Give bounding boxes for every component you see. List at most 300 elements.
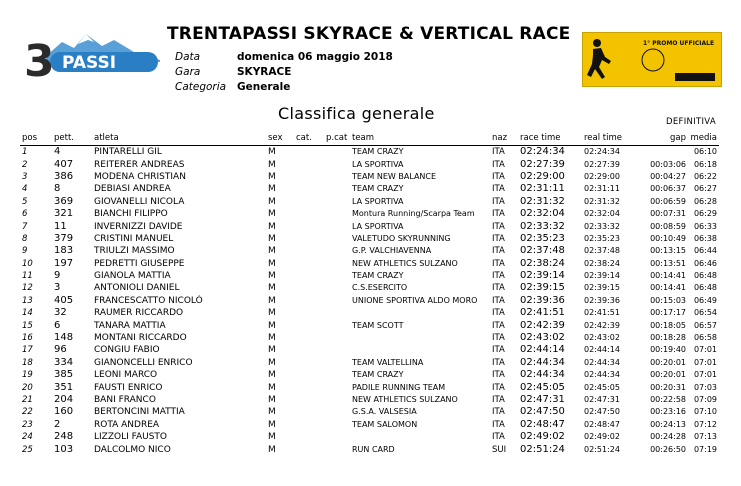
cell-real-time: 02:44:34: [584, 357, 620, 367]
cell-naz: ITA: [492, 209, 505, 220]
results-body: [20, 146, 719, 456]
table-row: [20, 196, 719, 208]
cell-gap: 00:06:59: [650, 196, 686, 206]
table-row: [20, 394, 719, 406]
table-row: [20, 282, 719, 294]
cell-pos: 20: [22, 382, 33, 393]
cell-pett: 160: [54, 406, 74, 418]
cell-team: TEAM CRAZY: [352, 147, 404, 157]
cell-race-time: 02:47:50: [520, 406, 565, 418]
cell-pcat: [324, 332, 350, 344]
cell-sex: M: [268, 271, 276, 282]
cell-pos: 25: [22, 444, 33, 455]
cell-media: 06:48: [693, 283, 717, 293]
cell-gap: 00:24:28: [650, 432, 686, 442]
cell-race-time: 02:42:39: [520, 319, 565, 331]
cell-race-time: 02:41:51: [520, 307, 565, 319]
cell-race-time: 02:29:00: [520, 170, 565, 182]
cell-race-time: 02:31:32: [520, 195, 565, 207]
cell-team: G.P. VALCHIAVENNA: [352, 246, 432, 256]
cell-race-time: 02:43:02: [520, 332, 565, 344]
cell-atleta: FRANCESCATTO NICOLÒ: [94, 295, 203, 306]
cell-pos: 10: [22, 258, 33, 269]
table-row: [20, 357, 719, 369]
col-cat: cat.: [294, 131, 324, 146]
cell-naz: ITA: [492, 221, 505, 232]
cell-gap: 00:18:28: [650, 333, 686, 343]
cell-real-time: 02:48:47: [584, 419, 620, 429]
mountain-logo-icon: [22, 30, 160, 80]
cell-gap: 00:06:37: [650, 184, 686, 194]
cell-pcat: [324, 270, 350, 282]
cell-team: C.S.ESERCITO: [352, 283, 408, 293]
cell-cat: [294, 307, 324, 319]
cell-pos: 4: [22, 184, 28, 195]
cell-media: 06:18: [693, 159, 717, 169]
col-pett: pett.: [52, 131, 92, 146]
cell-pett: 386: [54, 170, 74, 182]
event-meta: [175, 50, 393, 95]
cell-gap: 00:04:27: [650, 171, 686, 181]
cell-sex: M: [268, 395, 276, 405]
cell-atleta: TRIULZI MASSIMO: [94, 246, 175, 257]
cell-race-time: 02:44:14: [520, 344, 565, 356]
cell-gap: 00:10:49: [650, 233, 686, 243]
cell-media: 07:01: [693, 357, 717, 367]
cell-cat: [294, 245, 324, 257]
cell-atleta: BIANCHI FILIPPO: [94, 209, 168, 220]
meta-value: SKYRACE: [237, 66, 292, 78]
cell-sex: M: [268, 444, 276, 455]
cell-atleta: ANTONIOLI DANIEL: [94, 283, 180, 294]
cell-race-time: 02:49:02: [520, 431, 565, 443]
table-row: [20, 431, 719, 443]
cell-team: [350, 332, 490, 344]
cell-atleta: GIANONCELLI ENRICO: [94, 357, 193, 368]
sponsor-banner: [582, 32, 722, 87]
cell-race-time: 02:44:34: [520, 356, 565, 368]
cell-media: 06:33: [693, 221, 717, 231]
cell-atleta: MONTANI RICCARDO: [94, 333, 187, 344]
cell-pett: 334: [54, 356, 74, 368]
col-sex: sex: [266, 131, 294, 146]
cell-real-time: 02:38:24: [584, 258, 620, 268]
cell-real-time: 02:29:00: [584, 171, 620, 181]
cell-pos: 9: [22, 246, 28, 257]
cell-team: UNIONE SPORTIVA ALDO MORO: [352, 295, 478, 305]
cell-naz: ITA: [492, 345, 505, 356]
cell-race-time: 02:31:11: [520, 183, 565, 195]
col-pos: pos: [20, 131, 52, 146]
cell-team: Montura Running/Scarpa Team: [352, 209, 475, 219]
cell-real-time: 02:43:02: [584, 333, 620, 343]
cell-sex: M: [268, 233, 276, 244]
cell-naz: ITA: [492, 159, 505, 170]
cell-media: 06:29: [693, 209, 717, 219]
cell-pcat: [324, 319, 350, 331]
cell-cat: [294, 406, 324, 418]
cell-atleta: RAUMER RICCARDO: [94, 308, 184, 319]
cell-pos: 5: [22, 196, 28, 207]
cell-team: G.S.A. VALSESIA: [352, 407, 417, 417]
cell-cat: [294, 394, 324, 406]
cell-sex: M: [268, 184, 276, 195]
cell-gap: 00:14:41: [650, 283, 686, 293]
cell-media: 06:57: [693, 320, 717, 330]
cell-media: 06:44: [693, 246, 717, 256]
cell-pett: 407: [54, 158, 74, 170]
cell-team: [350, 431, 490, 443]
table-row: [20, 270, 719, 282]
cell-race-time: 02:51:24: [520, 443, 565, 455]
cell-pcat: [324, 406, 350, 418]
cell-pcat: [324, 158, 350, 170]
cell-real-time: 02:47:50: [584, 407, 620, 417]
cell-pcat: [324, 419, 350, 431]
cell-cat: [294, 332, 324, 344]
cell-pett: 385: [54, 369, 74, 381]
cell-pett: 6: [54, 319, 61, 331]
cell-sex: M: [268, 407, 276, 418]
meta-value: domenica 06 maggio 2018: [237, 51, 393, 63]
cell-pett: 11: [54, 220, 67, 232]
cell-pos: 22: [22, 407, 33, 418]
table-row: [20, 295, 719, 307]
cell-naz: ITA: [492, 308, 505, 319]
cell-naz: ITA: [492, 171, 505, 182]
cell-cat: [294, 357, 324, 369]
cell-sex: M: [268, 419, 276, 430]
cell-atleta: FAUSTI ENRICO: [94, 382, 163, 393]
cell-cat: [294, 344, 324, 356]
cell-naz: ITA: [492, 320, 505, 331]
cell-sex: M: [268, 246, 276, 257]
cell-pcat: [324, 431, 350, 443]
cell-naz: ITA: [492, 184, 505, 195]
cell-atleta: CONGIU FABIO: [94, 345, 160, 356]
cell-pcat: [324, 208, 350, 220]
cell-cat: [294, 258, 324, 270]
cell-sex: M: [268, 159, 276, 170]
cell-gap: 00:22:58: [650, 395, 686, 404]
cell-media: 06:28: [693, 196, 717, 206]
table-row: [20, 381, 719, 393]
col-gap: gap: [644, 131, 688, 146]
meta-label: Data: [175, 51, 201, 63]
cell-pcat: [324, 233, 350, 245]
cell-gap: 00:26:50: [650, 444, 686, 454]
cell-team: VALETUDO SKYRUNNING: [352, 233, 451, 243]
cell-media: 07:19: [693, 444, 717, 454]
cell-gap: 00:24:13: [650, 419, 686, 429]
table-row: [20, 258, 719, 270]
table-row: [20, 406, 719, 418]
cell-atleta: LEONI MARCO: [94, 370, 158, 381]
svg-text:3: 3: [24, 36, 55, 80]
cell-pos: 11: [22, 271, 33, 282]
cell-cat: [294, 282, 324, 294]
cell-media: 06:10: [693, 147, 717, 157]
cell-atleta: PINTARELLI GIL: [94, 147, 162, 158]
col-team: team: [350, 131, 490, 146]
cell-cat: [294, 431, 324, 443]
cell-media: 06:48: [693, 271, 717, 281]
cell-pett: 197: [54, 257, 74, 269]
cell-pcat: [324, 258, 350, 270]
cell-atleta: PEDRETTI GIUSEPPE: [94, 258, 185, 269]
table-row: [20, 146, 719, 159]
cell-pcat: [324, 394, 350, 406]
cell-real-time: 02:37:48: [584, 246, 620, 256]
cell-team: TEAM SCOTT: [352, 320, 404, 330]
meta-row-data: [175, 50, 393, 65]
cell-race-time: 02:33:32: [520, 220, 565, 232]
cell-real-time: 02:32:04: [584, 209, 620, 219]
cell-team: TEAM CRAZY: [352, 184, 404, 194]
table-row: [20, 319, 719, 331]
cell-pos: 14: [22, 308, 33, 319]
cell-sex: M: [268, 147, 276, 158]
cell-naz: ITA: [492, 432, 505, 443]
cell-media: 07:03: [693, 382, 717, 392]
col-real-time: real time: [582, 131, 644, 146]
cell-cat: [294, 158, 324, 170]
cell-cat: [294, 381, 324, 393]
cell-pcat: [324, 344, 350, 356]
cell-media: 07:12: [693, 419, 717, 429]
cell-atleta: INVERNIZZI DAVIDE: [94, 221, 183, 232]
cell-naz: ITA: [492, 382, 505, 393]
cell-sex: M: [268, 209, 276, 220]
table-row: [20, 220, 719, 232]
cell-race-time: 02:39:36: [520, 294, 565, 306]
cell-team: LA SPORTIVA: [352, 196, 404, 206]
cell-pcat: [324, 443, 350, 455]
cell-pcat: [324, 381, 350, 393]
cell-pcat: [324, 146, 350, 159]
cell-pett: 321: [54, 208, 74, 220]
cell-pett: 2: [54, 418, 61, 430]
section-title: Classifica generale: [278, 104, 435, 123]
cell-cat: [294, 233, 324, 245]
cell-atleta: ROTA ANDREA: [94, 419, 160, 430]
cell-pett: 248: [54, 431, 74, 443]
cell-pos: 8: [22, 233, 28, 244]
cell-race-time: 02:37:48: [520, 245, 565, 257]
cell-naz: ITA: [492, 233, 505, 244]
cell-pett: 204: [54, 394, 74, 405]
cell-cat: [294, 146, 324, 159]
cell-real-time: 02:42:39: [584, 320, 620, 330]
cell-cat: [294, 183, 324, 195]
col-atleta: atleta: [92, 131, 266, 146]
table-row: [20, 208, 719, 220]
cell-race-time: 02:48:47: [520, 418, 565, 430]
cell-gap: 00:13:51: [650, 258, 686, 268]
svg-text:PASSI: PASSI: [62, 53, 117, 73]
cell-real-time: 02:27:39: [584, 159, 620, 169]
cell-pos: 3: [22, 171, 28, 182]
cell-pos: 18: [22, 357, 33, 368]
cell-team: TEAM VALTELLINA: [352, 357, 424, 367]
col-naz: naz: [490, 131, 518, 146]
cell-team: [350, 344, 490, 356]
cell-race-time: 02:27:39: [520, 158, 565, 170]
cell-sex: M: [268, 382, 276, 393]
cell-naz: ITA: [492, 357, 505, 368]
cell-gap: 00:20:01: [650, 370, 686, 380]
results-table: [20, 131, 719, 456]
event-title: TRENTAPASSI SKYRACE & VERTICAL RACE: [167, 24, 571, 44]
cell-pos: 15: [22, 320, 33, 331]
cell-pos: 19: [22, 370, 33, 381]
cell-real-time: 02:39:36: [584, 295, 620, 305]
cell-pett: 183: [54, 245, 74, 257]
cell-pos: 21: [22, 395, 33, 405]
cell-team: TEAM NEW BALANCE: [352, 171, 437, 181]
cell-atleta: REITERER ANDREAS: [94, 159, 185, 170]
meta-label: Categoria: [175, 81, 227, 93]
cell-naz: ITA: [492, 196, 505, 207]
cell-sex: M: [268, 308, 276, 319]
cell-pos: 6: [22, 209, 28, 220]
status-badge: DEFINITIVA: [666, 117, 716, 127]
cell-race-time: 02:47:31: [520, 394, 565, 405]
meta-row-categoria: [175, 80, 393, 95]
cell-gap: 00:18:05: [650, 320, 686, 330]
table-row: [20, 344, 719, 356]
sponsor-text: 1° PROMO UFFICIALE: [643, 40, 715, 47]
cell-cat: [294, 220, 324, 232]
cell-pett: 4: [54, 146, 61, 158]
cell-naz: ITA: [492, 283, 505, 294]
cell-race-time: 02:45:05: [520, 381, 565, 393]
cell-pos: 16: [22, 333, 33, 344]
cell-atleta: DALCOLMO NICO: [94, 444, 171, 455]
cell-real-time: 02:41:51: [584, 308, 620, 318]
cell-cat: [294, 295, 324, 307]
cell-atleta: LIZZOLI FAUSTO: [94, 432, 168, 443]
cell-pett: 148: [54, 332, 74, 344]
cell-atleta: BANI FRANCO: [94, 395, 156, 405]
cell-pcat: [324, 369, 350, 381]
cell-atleta: GIANOLA MATTIA: [94, 271, 171, 282]
cell-team: TEAM CRAZY: [352, 271, 404, 281]
cell-cat: [294, 208, 324, 220]
table-row: [20, 171, 719, 183]
cell-team: TEAM SALOMON: [352, 419, 418, 429]
cell-cat: [294, 196, 324, 208]
table-row: [20, 233, 719, 245]
cell-race-time: 02:32:04: [520, 208, 565, 220]
table-row: [20, 443, 719, 455]
cell-naz: ITA: [492, 333, 505, 344]
meta-label: Gara: [175, 66, 201, 78]
cell-pett: 96: [54, 344, 67, 356]
cell-team: NEW ATHLETICS SULZANO: [352, 258, 458, 268]
cell-sex: M: [268, 221, 276, 232]
cell-cat: [294, 171, 324, 183]
cell-atleta: TANARA MATTIA: [94, 320, 166, 331]
cell-real-time: 02:44:34: [584, 370, 620, 380]
cell-real-time: 02:39:15: [584, 283, 620, 293]
cell-pcat: [324, 245, 350, 257]
cell-naz: ITA: [492, 246, 505, 257]
cell-naz: ITA: [492, 419, 505, 430]
cell-sex: M: [268, 370, 276, 381]
cell-pcat: [324, 282, 350, 294]
cell-real-time: 02:45:05: [584, 382, 620, 392]
cell-media: 06:54: [693, 308, 717, 318]
col-pcat: p.cat: [324, 131, 350, 146]
table-row: [20, 307, 719, 319]
cell-sex: M: [268, 320, 276, 331]
cell-team: TEAM CRAZY: [352, 370, 404, 380]
cell-real-time: 02:33:32: [584, 221, 620, 231]
cell-media: 07:10: [693, 407, 717, 417]
cell-real-time: 02:35:23: [584, 233, 620, 243]
cell-team: RUN CARD: [352, 444, 395, 454]
cell-gap: 00:20:01: [650, 357, 686, 367]
cell-real-time: 02:47:31: [584, 395, 620, 404]
table-row: [20, 419, 719, 431]
cell-real-time: 02:24:34: [584, 147, 620, 157]
cell-pett: 379: [54, 232, 74, 244]
cell-naz: ITA: [492, 258, 505, 269]
cell-gap: 00:17:17: [650, 308, 686, 318]
cell-race-time: 02:38:24: [520, 257, 565, 269]
cell-media: 06:46: [693, 258, 717, 268]
cell-cat: [294, 369, 324, 381]
table-row: [20, 245, 719, 257]
cell-sex: M: [268, 171, 276, 182]
cell-pcat: [324, 171, 350, 183]
meta-value: Generale: [237, 81, 291, 93]
cell-pcat: [324, 220, 350, 232]
cell-media: 07:09: [693, 395, 717, 404]
cell-naz: ITA: [492, 407, 505, 418]
cell-race-time: 02:44:34: [520, 369, 565, 381]
cell-sex: M: [268, 196, 276, 207]
cell-sex: M: [268, 345, 276, 356]
cell-media: 07:13: [693, 432, 717, 442]
cell-real-time: 02:31:11: [584, 184, 620, 194]
cell-pett: 32: [54, 307, 67, 319]
cell-sex: M: [268, 295, 276, 306]
table-row: [20, 183, 719, 195]
cell-media: 06:27: [693, 184, 717, 194]
cell-media: 06:38: [693, 233, 717, 243]
meta-row-gara: [175, 65, 393, 80]
cell-pos: 12: [22, 283, 33, 294]
cell-gap: [644, 146, 688, 159]
cell-sex: M: [268, 432, 276, 443]
cell-gap: 00:07:31: [650, 209, 686, 219]
cell-gap: 00:14:41: [650, 271, 686, 281]
cell-naz: ITA: [492, 147, 505, 158]
cell-gap: 00:08:59: [650, 221, 686, 231]
cell-gap: 00:03:06: [650, 159, 686, 169]
cell-race-time: 02:39:15: [520, 282, 565, 294]
cell-real-time: 02:39:14: [584, 271, 620, 281]
cell-team: LA SPORTIVA: [352, 159, 404, 169]
cell-naz: ITA: [492, 395, 505, 405]
cell-atleta: CRISTINI MANUEL: [94, 233, 174, 244]
cell-gap: 00:19:40: [650, 345, 686, 355]
cell-pcat: [324, 295, 350, 307]
cell-cat: [294, 319, 324, 331]
cell-pett: 351: [54, 381, 74, 393]
